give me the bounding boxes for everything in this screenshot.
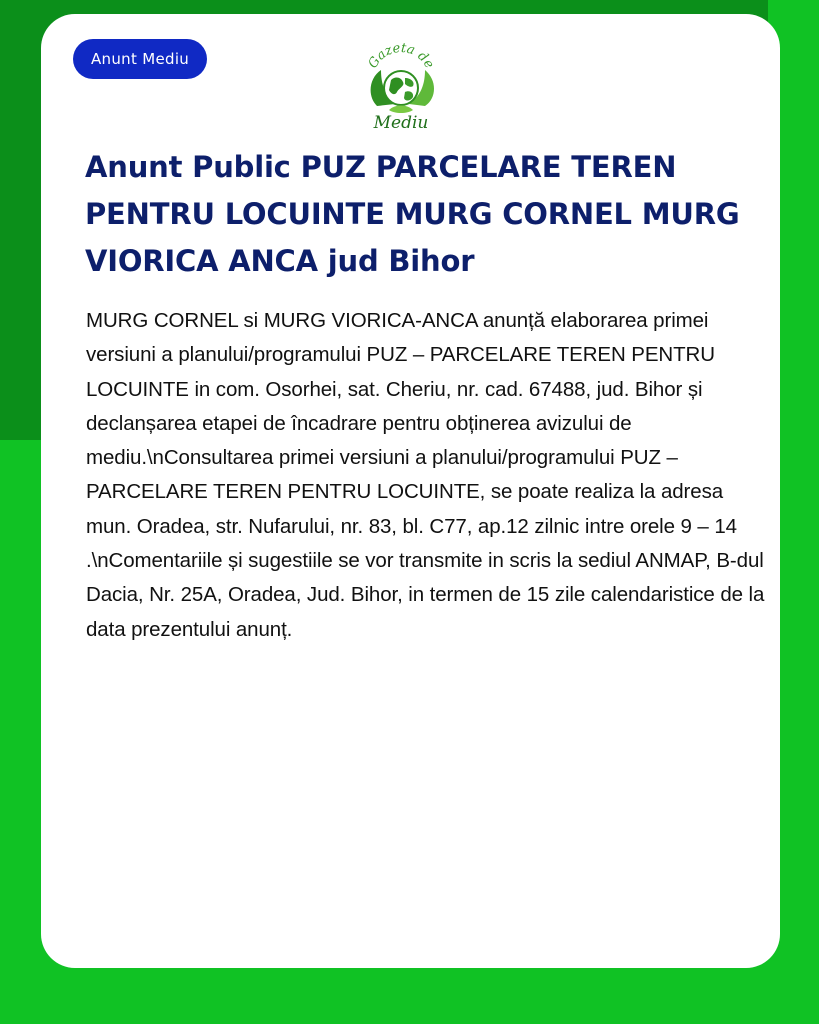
gazeta-de-mediu-logo: [359, 40, 443, 132]
category-badge[interactable]: Anunt Mediu: [73, 39, 207, 79]
logo-bottom-text: Mediu: [373, 113, 429, 132]
announcement-body: MURG CORNEL si MURG VIORICA-ANCA anunță elaborarea primei versiuni a planului/programului PUZ – PARCELARE TEREN PENTRU LOCUINTE in com. Osorhei, sat. Cheriu, nr. cad. 67488, jud. Bihor și declanșarea etapei de încadrare pentru obținerea avizului de mediu.\nConsultarea primei versiuni a planului/programului PUZ – PARCELARE TEREN PENTRU LOCUINTE, se poate realiza la adresa mun. Oradea, str. Nufarului, nr. 83, bl. C77, ap.12 zilnic intre orele 9 – 14 .\nComentariile și sugestiile se vor transmite in scris la sediul ANMAP, B-dul Dacia, Nr. 25A, Oradea, Jud. Bihor, in termen de 15 zile calendaristice de la data prezentului anunț.: [86, 309, 765, 641]
announcement-card: [41, 14, 780, 968]
announcement-title: Anunt Public PUZ PARCELARE TEREN PENTRU LOCUINTE MURG CORNEL MURG VIORICA ANCA jud Bihor: [85, 150, 740, 278]
logo-top-text: Gazeta de: [365, 40, 437, 72]
globe-leaf-icon: [359, 40, 443, 132]
